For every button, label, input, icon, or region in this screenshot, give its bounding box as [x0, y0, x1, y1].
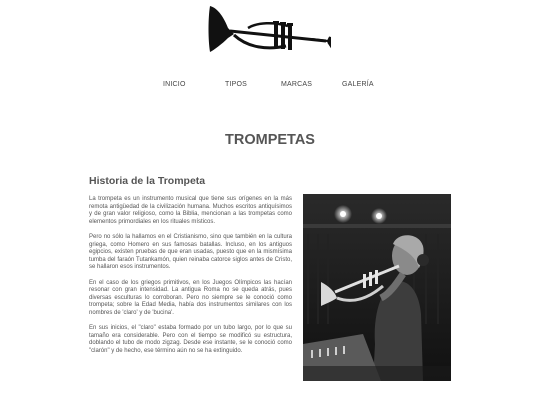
nav-item-galeria[interactable]: GALERÍA: [342, 81, 374, 88]
paragraph: En el caso de los griegos primitivos, en los Juegos Olímpicos las hacían resonar con gran intensidad. La antigua Roma no se queda atrás, pues diversas esculturas lo corroboran. Pero no siempre se le conoció como trompeta; sobre la Edad Media, había dos instrumentos similares con los nombres de 'claro' y de 'bucina'.: [89, 279, 292, 316]
main-nav: [0, 81, 540, 93]
paragraph: Pero no sólo la hallamos en el Cristianismo, sino que también en la cultura griega, como Homero en sus famosas batallas. Incluso, en los antiguos egipcios, existen pruebas de que eran usadas, puesto que en la mismísima tumba del faraón Tutankamón, quien reinaba catorce siglos antes de Cristo, se hallaron esos instrumentos.: [89, 233, 292, 271]
paragraph: La trompeta es un instrumento musical que tiene sus orígenes en la más remota antigüedad de la civilización humana. Muchos escritos antiquísimos y de gran valor religioso, como la Biblia, mencionan a las trompetas como elementos primordiales en los rituales místicos.: [89, 196, 292, 225]
nav-item-tipos[interactable]: TIPOS: [225, 81, 248, 88]
history-text: [89, 196, 292, 363]
photo-illustration: [303, 194, 451, 381]
section-title: Historia de la Trompeta: [89, 175, 206, 187]
trumpet-player-photo: [303, 194, 451, 381]
page-title: TROMPETAS: [225, 132, 315, 148]
nav-item-marcas[interactable]: MARCAS: [281, 81, 313, 88]
nav-item-inicio[interactable]: INICIO: [163, 81, 186, 88]
trumpet-logo-icon[interactable]: [208, 4, 332, 54]
paragraph: En sus inicios, el "claro" estaba formado por un tubo largo, por lo que su tamaño era considerable. Pero con el tiempo se modificó su estructura, doblando el tubo de modo zigzag. Desde ese instante, se le conoció como "clarón" y de hecho, ese término aún no se ha extinguido.: [89, 325, 292, 354]
